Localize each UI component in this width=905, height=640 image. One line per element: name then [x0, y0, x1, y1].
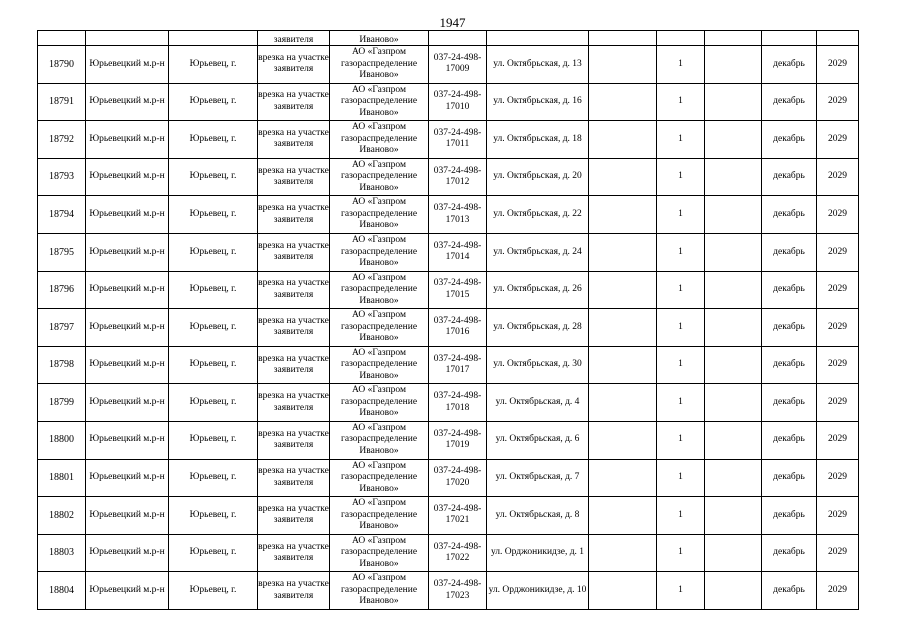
cell-month: декабрь: [762, 158, 817, 196]
cell-year: 2029: [817, 497, 859, 535]
cell-empty: [86, 31, 169, 46]
cell-year: 2029: [817, 346, 859, 384]
cell-district: Юрьевецкий м.р-н: [86, 534, 169, 572]
cell-empty: [705, 384, 762, 422]
cell-object-code: 037-24-498-17020: [429, 459, 487, 497]
cell-object-code: 037-24-498-17017: [429, 346, 487, 384]
table-row: [38, 572, 859, 610]
cell-count: 1: [657, 233, 705, 271]
table-row: [38, 158, 859, 196]
cell-year: 2029: [817, 83, 859, 121]
cell-connection-method: врезка на участке заявителя: [258, 46, 330, 84]
cell-empty: [589, 421, 657, 459]
cell-row-number: 18791: [38, 83, 86, 121]
cell-empty: [762, 31, 817, 46]
table-row: [38, 121, 859, 159]
cell-address: ул. Октябрьская, д. 8: [487, 497, 589, 535]
cell-empty: [705, 196, 762, 234]
cell-count: 1: [657, 309, 705, 347]
cell-empty: [705, 158, 762, 196]
cell-locality: Юрьевец, г.: [169, 309, 258, 347]
cell-locality: Юрьевец, г.: [169, 534, 258, 572]
cell-count: 1: [657, 196, 705, 234]
cell-empty: [589, 459, 657, 497]
cell-row-number: 18800: [38, 421, 86, 459]
cell-empty: [705, 346, 762, 384]
cell-district: Юрьевецкий м.р-н: [86, 233, 169, 271]
cell-row-number: 18796: [38, 271, 86, 309]
table-row-continued: [38, 31, 859, 46]
cell-year: 2029: [817, 459, 859, 497]
cell-organization: АО «Газпром газораспределение Иваново»: [330, 459, 429, 497]
table-row: [38, 421, 859, 459]
cell-locality: Юрьевец, г.: [169, 83, 258, 121]
cell-address: ул. Октябрьская, д. 20: [487, 158, 589, 196]
cell-row-number: 18801: [38, 459, 86, 497]
cell-address: ул. Октябрьская, д. 18: [487, 121, 589, 159]
cell-locality: Юрьевец, г.: [169, 384, 258, 422]
cell-month: декабрь: [762, 309, 817, 347]
cell-object-code: 037-24-498-17016: [429, 309, 487, 347]
cell-locality: Юрьевец, г.: [169, 497, 258, 535]
cell-month: декабрь: [762, 421, 817, 459]
cell-month: декабрь: [762, 534, 817, 572]
cell-empty: [589, 196, 657, 234]
cell-object-code: 037-24-498-17015: [429, 271, 487, 309]
cell-empty: [589, 346, 657, 384]
cell-empty: [487, 31, 589, 46]
table-row: [38, 497, 859, 535]
cell-address: ул. Октябрьская, д. 7: [487, 459, 589, 497]
cell-address: ул. Октябрьская, д. 22: [487, 196, 589, 234]
cell-locality: Юрьевец, г.: [169, 233, 258, 271]
cell-object-code: 037-24-498-17018: [429, 384, 487, 422]
cell-row-number: 18804: [38, 572, 86, 610]
cell-row-number: 18798: [38, 346, 86, 384]
cell-organization: АО «Газпром газораспределение Иваново»: [330, 196, 429, 234]
cell-connection-method: врезка на участке заявителя: [258, 384, 330, 422]
cell-district: Юрьевецкий м.р-н: [86, 309, 169, 347]
cell-object-code: 037-24-498-17023: [429, 572, 487, 610]
cell-object-code: 037-24-498-17022: [429, 534, 487, 572]
cell-empty: [705, 534, 762, 572]
cell-year: 2029: [817, 158, 859, 196]
cell-district: Юрьевецкий м.р-н: [86, 497, 169, 535]
cell-year: 2029: [817, 196, 859, 234]
cell-address: ул. Октябрьская, д. 24: [487, 233, 589, 271]
cell-connection-method: заявителя: [258, 31, 330, 46]
cell-row-number: 18793: [38, 158, 86, 196]
cell-organization: АО «Газпром газораспределение Иваново»: [330, 158, 429, 196]
cell-organization: АО «Газпром газораспределение Иваново»: [330, 497, 429, 535]
cell-connection-method: врезка на участке заявителя: [258, 158, 330, 196]
cell-empty: [589, 46, 657, 84]
cell-organization: АО «Газпром газораспределение Иваново»: [330, 271, 429, 309]
cell-year: 2029: [817, 121, 859, 159]
cell-month: декабрь: [762, 271, 817, 309]
cell-empty: [705, 572, 762, 610]
cell-connection-method: врезка на участке заявителя: [258, 121, 330, 159]
cell-count: 1: [657, 421, 705, 459]
cell-locality: Юрьевец, г.: [169, 121, 258, 159]
cell-district: Юрьевецкий м.р-н: [86, 271, 169, 309]
cell-year: 2029: [817, 534, 859, 572]
table-row: [38, 459, 859, 497]
cell-object-code: 037-24-498-17011: [429, 121, 487, 159]
cell-month: декабрь: [762, 83, 817, 121]
cell-district: Юрьевецкий м.р-н: [86, 83, 169, 121]
cell-district: Юрьевецкий м.р-н: [86, 421, 169, 459]
cell-row-number: 18803: [38, 534, 86, 572]
cell-empty: [589, 384, 657, 422]
cell-locality: Юрьевец, г.: [169, 459, 258, 497]
cell-organization: АО «Газпром газораспределение Иваново»: [330, 83, 429, 121]
cell-empty: [705, 121, 762, 159]
cell-month: декабрь: [762, 346, 817, 384]
cell-district: Юрьевецкий м.р-н: [86, 196, 169, 234]
cell-empty: [705, 233, 762, 271]
cell-object-code: 037-24-498-17010: [429, 83, 487, 121]
cell-count: 1: [657, 158, 705, 196]
cell-month: декабрь: [762, 572, 817, 610]
cell-empty: [589, 497, 657, 535]
cell-row-number: 18792: [38, 121, 86, 159]
cell-empty: [705, 83, 762, 121]
cell-locality: Юрьевец, г.: [169, 271, 258, 309]
table-row: [38, 83, 859, 121]
cell-object-code: 037-24-498-17009: [429, 46, 487, 84]
cell-month: декабрь: [762, 196, 817, 234]
cell-address: ул. Октябрьская, д. 16: [487, 83, 589, 121]
cell-connection-method: врезка на участке заявителя: [258, 421, 330, 459]
cell-district: Юрьевецкий м.р-н: [86, 158, 169, 196]
cell-count: 1: [657, 346, 705, 384]
cell-district: Юрьевецкий м.р-н: [86, 572, 169, 610]
cell-empty: [589, 83, 657, 121]
cell-connection-method: врезка на участке заявителя: [258, 83, 330, 121]
cell-address: ул. Орджоникидзе, д. 1: [487, 534, 589, 572]
cell-address: ул. Орджоникидзе, д. 10: [487, 572, 589, 610]
cell-address: ул. Октябрьская, д. 6: [487, 421, 589, 459]
cell-empty: [657, 31, 705, 46]
cell-year: 2029: [817, 421, 859, 459]
table-row: [38, 534, 859, 572]
gasification-table: [37, 30, 859, 610]
cell-locality: Юрьевец, г.: [169, 421, 258, 459]
cell-empty: [169, 31, 258, 46]
cell-row-number: 18797: [38, 309, 86, 347]
cell-connection-method: врезка на участке заявителя: [258, 196, 330, 234]
cell-row-number: 18795: [38, 233, 86, 271]
cell-empty: [705, 309, 762, 347]
cell-count: 1: [657, 46, 705, 84]
cell-connection-method: врезка на участке заявителя: [258, 497, 330, 535]
table-row: [38, 233, 859, 271]
cell-empty: [705, 421, 762, 459]
cell-month: декабрь: [762, 459, 817, 497]
cell-object-code: 037-24-498-17012: [429, 158, 487, 196]
cell-year: 2029: [817, 572, 859, 610]
cell-connection-method: врезка на участке заявителя: [258, 572, 330, 610]
cell-locality: Юрьевец, г.: [169, 346, 258, 384]
cell-count: 1: [657, 384, 705, 422]
cell-locality: Юрьевец, г.: [169, 46, 258, 84]
cell-year: 2029: [817, 233, 859, 271]
cell-address: ул. Октябрьская, д. 30: [487, 346, 589, 384]
cell-count: 1: [657, 459, 705, 497]
cell-address: ул. Октябрьская, д. 13: [487, 46, 589, 84]
cell-empty: [705, 497, 762, 535]
cell-locality: Юрьевец, г.: [169, 196, 258, 234]
table-body: [38, 31, 859, 610]
cell-organization: АО «Газпром газораспределение Иваново»: [330, 346, 429, 384]
cell-year: 2029: [817, 384, 859, 422]
cell-address: ул. Октябрьская, д. 4: [487, 384, 589, 422]
cell-organization: АО «Газпром газораспределение Иваново»: [330, 534, 429, 572]
cell-empty: [429, 31, 487, 46]
cell-connection-method: врезка на участке заявителя: [258, 233, 330, 271]
cell-organization: Иваново»: [330, 31, 429, 46]
cell-empty: [589, 572, 657, 610]
cell-row-number: 18790: [38, 46, 86, 84]
cell-empty: [589, 31, 657, 46]
cell-empty: [589, 309, 657, 347]
cell-object-code: 037-24-498-17013: [429, 196, 487, 234]
cell-count: 1: [657, 83, 705, 121]
cell-empty: [589, 271, 657, 309]
cell-district: Юрьевецкий м.р-н: [86, 46, 169, 84]
cell-empty: [38, 31, 86, 46]
cell-empty: [705, 459, 762, 497]
cell-row-number: 18802: [38, 497, 86, 535]
cell-connection-method: врезка на участке заявителя: [258, 271, 330, 309]
cell-district: Юрьевецкий м.р-н: [86, 459, 169, 497]
cell-organization: АО «Газпром газораспределение Иваново»: [330, 121, 429, 159]
cell-count: 1: [657, 121, 705, 159]
cell-empty: [705, 31, 762, 46]
cell-empty: [589, 233, 657, 271]
table-row: [38, 271, 859, 309]
cell-empty: [589, 158, 657, 196]
table-row: [38, 384, 859, 422]
cell-empty: [817, 31, 859, 46]
cell-address: ул. Октябрьская, д. 28: [487, 309, 589, 347]
cell-year: 2029: [817, 309, 859, 347]
cell-organization: АО «Газпром газораспределение Иваново»: [330, 46, 429, 84]
table-row: [38, 346, 859, 384]
cell-empty: [589, 534, 657, 572]
cell-row-number: 18794: [38, 196, 86, 234]
page-number: 1947: [439, 15, 466, 30]
cell-object-code: 037-24-498-17019: [429, 421, 487, 459]
cell-organization: АО «Газпром газораспределение Иваново»: [330, 384, 429, 422]
cell-connection-method: врезка на участке заявителя: [258, 309, 330, 347]
cell-month: декабрь: [762, 233, 817, 271]
table-row: [38, 46, 859, 84]
cell-year: 2029: [817, 271, 859, 309]
cell-organization: АО «Газпром газораспределение Иваново»: [330, 233, 429, 271]
cell-month: декабрь: [762, 497, 817, 535]
cell-address: ул. Октябрьская, д. 26: [487, 271, 589, 309]
cell-connection-method: врезка на участке заявителя: [258, 534, 330, 572]
cell-organization: АО «Газпром газораспределение Иваново»: [330, 421, 429, 459]
cell-empty: [589, 121, 657, 159]
cell-empty: [705, 271, 762, 309]
cell-organization: АО «Газпром газораспределение Иваново»: [330, 572, 429, 610]
cell-row-number: 18799: [38, 384, 86, 422]
cell-count: 1: [657, 271, 705, 309]
cell-district: Юрьевецкий м.р-н: [86, 346, 169, 384]
cell-month: декабрь: [762, 384, 817, 422]
cell-connection-method: врезка на участке заявителя: [258, 346, 330, 384]
cell-district: Юрьевецкий м.р-н: [86, 384, 169, 422]
cell-locality: Юрьевец, г.: [169, 572, 258, 610]
cell-count: 1: [657, 534, 705, 572]
cell-count: 1: [657, 497, 705, 535]
table-row: [38, 196, 859, 234]
cell-month: декабрь: [762, 121, 817, 159]
cell-locality: Юрьевец, г.: [169, 158, 258, 196]
table-row: [38, 309, 859, 347]
cell-year: 2029: [817, 46, 859, 84]
cell-organization: АО «Газпром газораспределение Иваново»: [330, 309, 429, 347]
cell-month: декабрь: [762, 46, 817, 84]
cell-count: 1: [657, 572, 705, 610]
cell-object-code: 037-24-498-17021: [429, 497, 487, 535]
cell-object-code: 037-24-498-17014: [429, 233, 487, 271]
cell-district: Юрьевецкий м.р-н: [86, 121, 169, 159]
cell-connection-method: врезка на участке заявителя: [258, 459, 330, 497]
cell-empty: [705, 46, 762, 84]
